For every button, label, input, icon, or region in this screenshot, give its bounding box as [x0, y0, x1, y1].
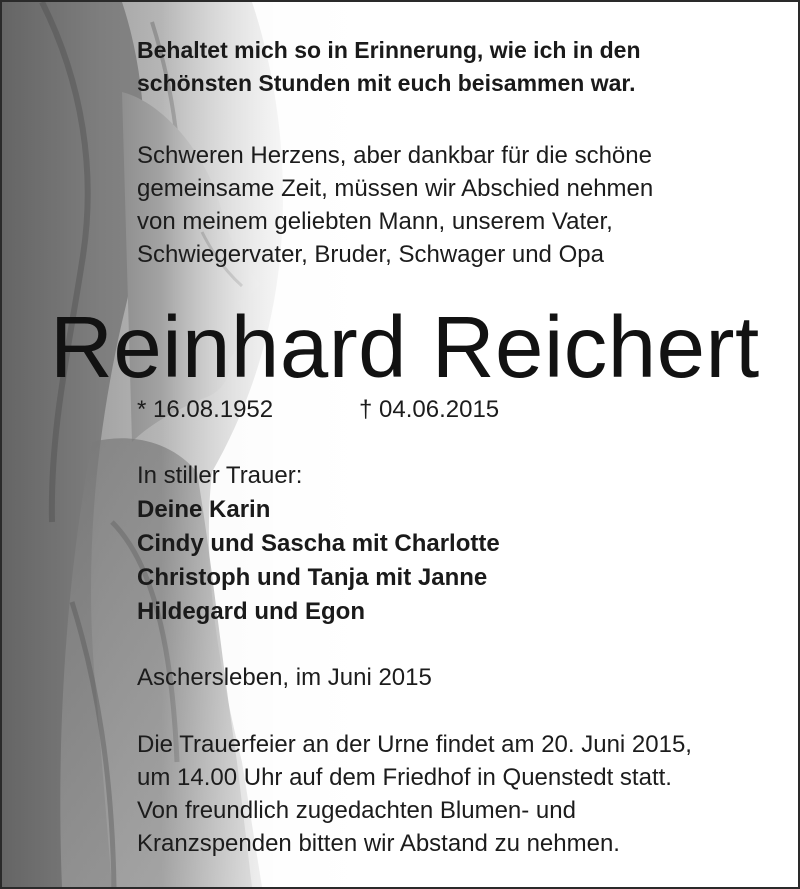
mourner-name: Deine Karin: [137, 496, 271, 523]
mourner-name: Hildegard und Egon: [137, 598, 365, 625]
motto-line: Behaltet mich so in Erinnerung, wie ich in den: [137, 37, 641, 63]
funeral-info-line: Die Trauerfeier an der Urne findet am 20. Juni 2015,: [137, 731, 692, 758]
motto-line: schönsten Stunden mit euch beisammen war.: [137, 70, 636, 96]
intro-line: von meinem geliebten Mann, unserem Vater,: [137, 208, 613, 235]
mourner-name: Cindy und Sascha mit Charlotte: [137, 530, 500, 557]
place-and-date: Aschersleben, im Juni 2015: [137, 664, 432, 691]
funeral-info-line: Von freundlich zugedachten Blumen- und: [137, 797, 576, 824]
mourners-heading: In stiller Trauer:: [137, 462, 303, 489]
funeral-info-line: um 14.00 Uhr auf dem Friedhof in Quenstedt statt.: [137, 764, 672, 791]
notice-text: [2, 2, 798, 887]
deceased-name: Reinhard Reichert: [50, 299, 760, 396]
intro-line: Schwiegervater, Bruder, Schwager und Opa: [137, 241, 604, 268]
intro-line: Schweren Herzens, aber dankbar für die schöne: [137, 142, 652, 169]
funeral-info-line: Kranzspenden bitten wir Abstand zu nehmen.: [137, 830, 620, 857]
death-date: † 04.06.2015: [359, 396, 500, 423]
mourner-name: Christoph und Tanja mit Janne: [137, 564, 488, 591]
birth-date: * 16.08.1952: [137, 396, 274, 423]
intro-line: gemeinsame Zeit, müssen wir Abschied nehmen: [137, 175, 654, 202]
